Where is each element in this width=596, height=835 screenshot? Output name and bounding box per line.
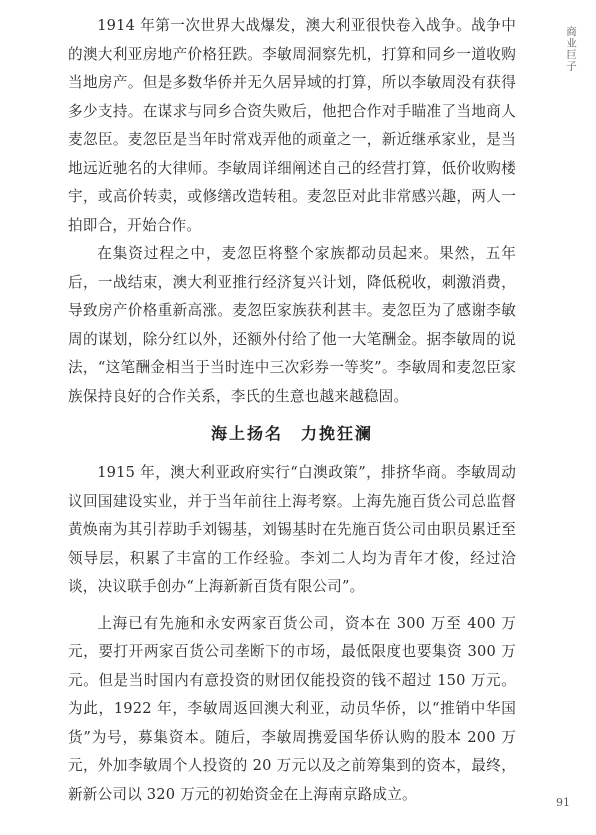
page-number: 91 xyxy=(556,796,570,809)
paragraph-capital-raising: 上海已有先施和永安两家百货公司，资本在 300 万至 400 万元，要打开两家百货公司垄断下的市场，最低限度也要集资 300 万元。但是当时国内有意投资的财团仅能投资的钱不超过 150 万元。为此，1922 年，李敏周返回澳大利亚，动员华侨，以“推销中华国货”为号，募集资本。随后，李敏周携爱国华侨认购的股本 200 万元，外加李敏周个人投资的 20 万元以及之前筹集到的资本，最终，新新公司以 320 万元的初始资金在上海南京路成立。 xyxy=(68,614,516,803)
paragraph-ww1-property: 1914 年第一次世界大战爆发，澳大利亚很快卷入战争。战争中的澳大利亚房地产价格狂跌。李敏周洞察先机，打算和同乡一道收购当地房产。但是多数华侨并无久居异域的打算，所以李敏周没有获得多少支持。在谋求与同乡合资失败后，他把合作对手瞄准了当地商人麦忽臣。麦忽臣是当年时常戏弄他的顽童之一，新近继承家业，是当地远近驰名的大律师。李敏周详细阐述自己的经营打算，低价收购楼宇，或高价转卖，或修缮改造转租。麦忽臣对此非常感兴趣，两人一拍即合，开始合作。 xyxy=(68,17,516,234)
paragraph-fundraising: 在集资过程之中，麦忽臣将整个家族都动员起来。果然，五年后，一战结束，澳大利亚推行经济复兴计划，降低税收，刺激消费，导致房产价格重新高涨。麦忽臣家族获利甚丰。麦忽臣为了感谢李敏周的谋划，除分红以外，还额外付给了他一大笔酬金。据李敏周的说法，“这笔酬金相当于当时连中三次彩券一等奖”。李敏周和麦忽臣家族保持良好的合作关系，李氏的生意也越来越稳固。 xyxy=(68,245,516,405)
running-head: 商业巨子 xyxy=(565,26,577,72)
section-heading: 海上扬名 力挽狂澜 xyxy=(210,424,373,443)
paragraph-white-australia: 1915 年，澳大利亚政府实行“白澳政策”，排挤华商。李敏周动议回国建设实业，并于当年前往上海考察。上海先施百货公司总监督黄焕南为其引荐助手刘锡基，刘锡基时在先施百货公司由职员累迁至领导层，积累了丰富的工作经验。李刘二人均为青年才俊，经过洽谈，决议联手创办“上海新新百货有限公司”。 xyxy=(68,464,516,595)
page-body xyxy=(68,12,516,809)
paragraph-gap xyxy=(68,602,516,610)
